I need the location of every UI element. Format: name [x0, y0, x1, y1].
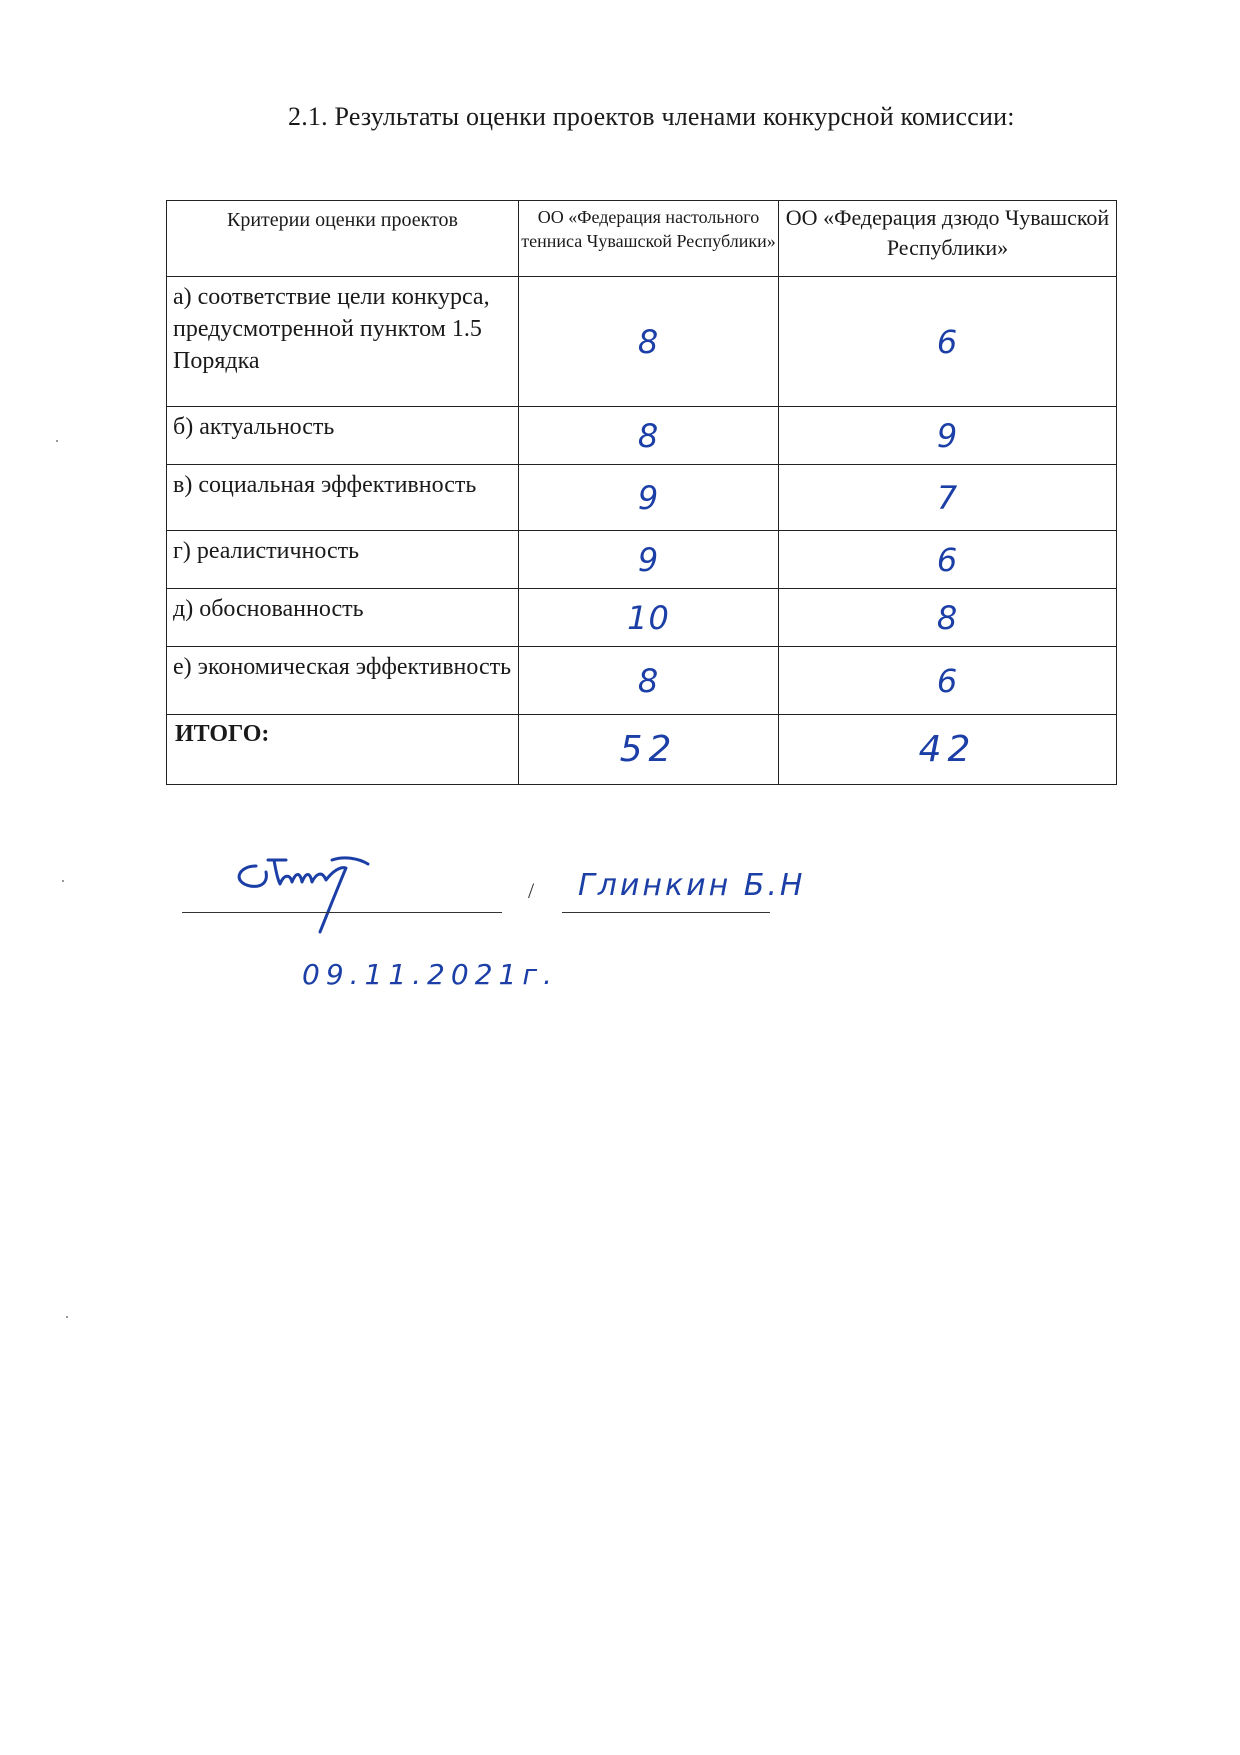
- table-row: [167, 407, 1117, 465]
- table-row: [167, 277, 1117, 407]
- score-judo: 6: [779, 277, 1117, 407]
- score-judo: 8: [779, 589, 1117, 647]
- table-header-row: [167, 201, 1117, 277]
- table-row: [167, 589, 1117, 647]
- handwritten-signature: [228, 852, 428, 934]
- table-row: [167, 465, 1117, 531]
- header-criteria: Критерии оценки проектов: [167, 201, 519, 277]
- name-line: [562, 912, 770, 913]
- criterion-cell: в) социальная эффективность: [167, 465, 519, 531]
- criterion-cell: б) актуальность: [167, 407, 519, 465]
- evaluation-table: [166, 200, 1117, 785]
- score-table-tennis: 9: [519, 465, 779, 531]
- total-table-tennis: 52: [519, 715, 779, 785]
- total-row: [167, 715, 1117, 785]
- scan-speck: [56, 440, 58, 442]
- score-judo: 6: [779, 647, 1117, 715]
- scan-speck: [66, 1316, 68, 1318]
- handwritten-name: Глинкин Б.Н: [578, 868, 806, 903]
- criterion-cell: д) обоснованность: [167, 589, 519, 647]
- score-table-tennis: 8: [519, 277, 779, 407]
- header-judo-federation: ОО «Федерация дзюдо Чувашской Республики»: [779, 201, 1117, 277]
- total-judo: 42: [779, 715, 1117, 785]
- score-table-tennis: 8: [519, 407, 779, 465]
- table-row: [167, 531, 1117, 589]
- section-heading: 2.1. Результаты оценки проектов членами конкурсной комиссии:: [288, 102, 1015, 131]
- total-label: ИТОГО:: [167, 715, 519, 785]
- score-judo: 6: [779, 531, 1117, 589]
- score-judo: 9: [779, 407, 1117, 465]
- table-row: [167, 647, 1117, 715]
- scan-speck: [62, 880, 64, 882]
- criterion-cell: а) соответствие цели конкурса, предусмотренной пунктом 1.5 Порядка: [167, 277, 519, 407]
- score-judo: 7: [779, 465, 1117, 531]
- signature-line: [182, 912, 502, 913]
- separator-slash: /: [528, 878, 535, 903]
- score-table-tennis: 10: [519, 589, 779, 647]
- score-table-tennis: 8: [519, 647, 779, 715]
- criterion-cell: г) реалистичность: [167, 531, 519, 589]
- criterion-cell: е) экономическая эффективность: [167, 647, 519, 715]
- header-table-tennis-federation: ОО «Федерация настольного тенниса Чувашской Республики»: [519, 201, 779, 277]
- handwritten-date: 09.11.2021г.: [302, 958, 558, 991]
- score-table-tennis: 9: [519, 531, 779, 589]
